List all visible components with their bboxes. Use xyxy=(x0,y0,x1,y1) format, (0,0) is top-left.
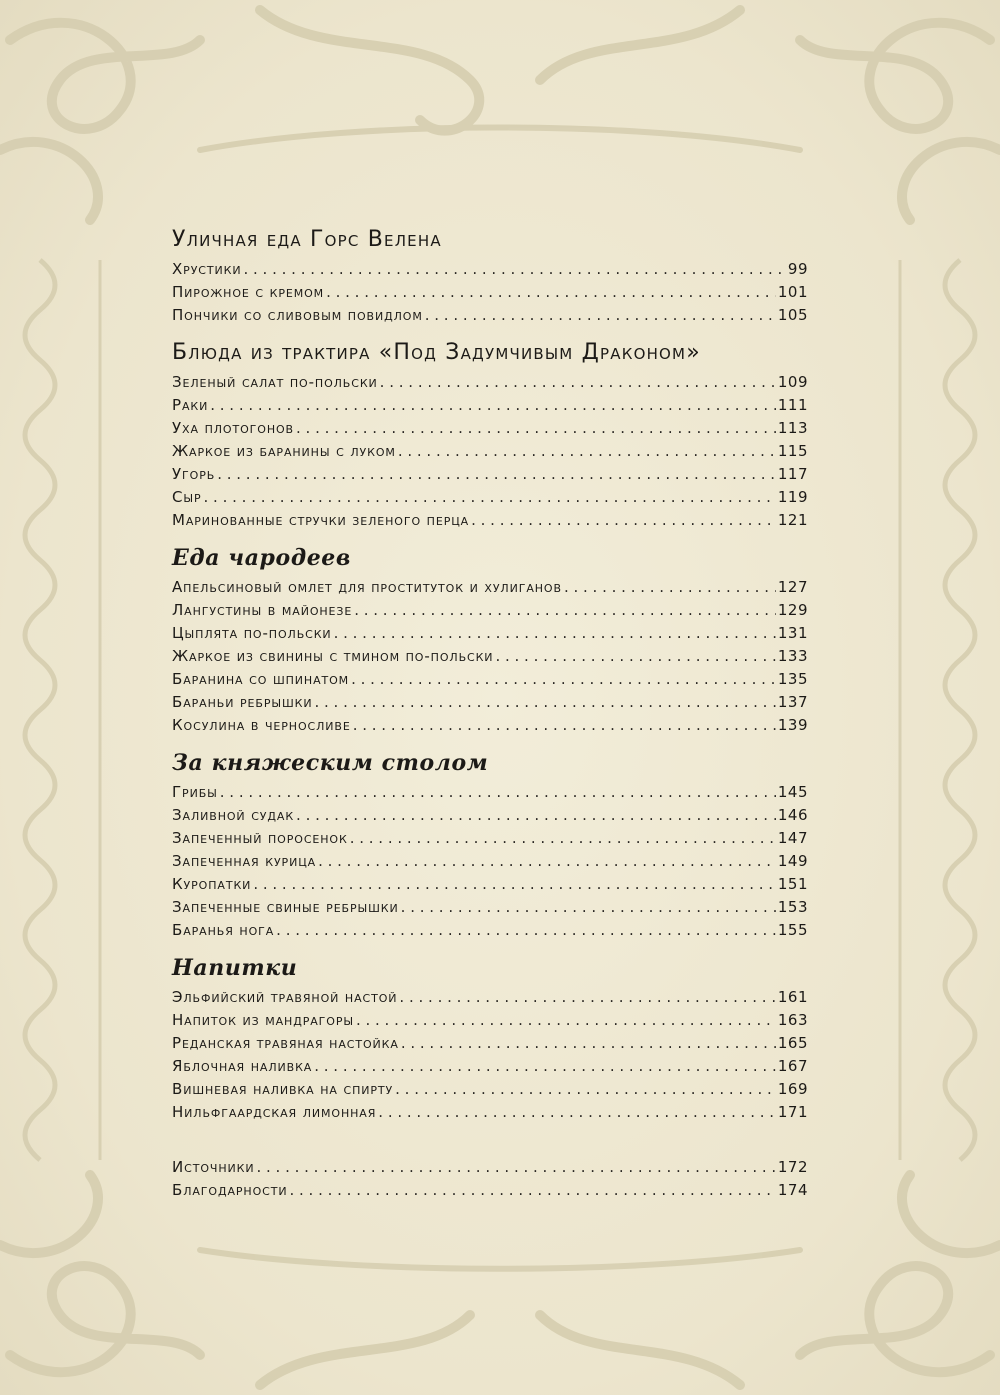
entry-name: Источники xyxy=(172,1158,255,1176)
entry-name: Раки xyxy=(172,396,209,414)
page-number: 155 xyxy=(777,921,808,939)
page-number: 163 xyxy=(777,1011,808,1029)
dot-leader xyxy=(220,781,776,804)
toc-entry[interactable] xyxy=(172,394,808,417)
page-number: 151 xyxy=(777,875,808,893)
entry-list xyxy=(172,986,808,1134)
page-number: 119 xyxy=(777,488,808,506)
dot-leader xyxy=(256,1156,775,1179)
dot-leader xyxy=(564,576,776,599)
section-title: Уличная еда Горс Велена xyxy=(172,227,442,252)
dot-leader xyxy=(351,668,776,691)
entry-name: Баранина со шпинатом xyxy=(172,670,350,688)
page-number: 137 xyxy=(777,693,808,711)
toc-entry[interactable] xyxy=(172,804,808,827)
toc-entry[interactable] xyxy=(172,873,808,896)
page-number: 171 xyxy=(777,1103,808,1121)
entry-name: Лангустины в майонезе xyxy=(172,601,353,619)
toc-entry[interactable] xyxy=(172,576,808,599)
entry-name: Пончики со сливовым повидлом xyxy=(172,306,423,324)
section-title: Блюда из трактира «Под Задумчивым Драконом» xyxy=(172,340,701,365)
entry-name: Благодарности xyxy=(172,1181,288,1199)
dot-leader xyxy=(495,645,775,668)
page-number: 121 xyxy=(777,511,808,529)
toc-entry[interactable] xyxy=(172,1055,808,1078)
page-number: 146 xyxy=(777,806,808,824)
toc-entry[interactable] xyxy=(172,1009,808,1032)
page-number: 99 xyxy=(787,260,808,278)
dot-leader xyxy=(354,599,776,622)
page-number: 153 xyxy=(777,898,808,916)
page-number: 109 xyxy=(777,373,808,391)
toc-entry[interactable] xyxy=(172,1078,808,1101)
section-tavern xyxy=(172,337,808,542)
toc-entry[interactable] xyxy=(172,371,808,394)
toc-entry[interactable] xyxy=(172,440,808,463)
toc-entry[interactable] xyxy=(172,599,808,622)
dot-leader xyxy=(380,371,776,394)
left-braid xyxy=(25,260,55,1160)
dot-leader xyxy=(314,691,775,714)
dot-leader xyxy=(399,986,775,1009)
dot-leader xyxy=(326,281,776,304)
page-number: 135 xyxy=(777,670,808,688)
toc-entry[interactable] xyxy=(172,258,808,281)
section-street-food xyxy=(172,224,808,337)
dot-leader xyxy=(253,873,776,896)
page-number: 145 xyxy=(777,783,808,801)
entry-name: Эльфийский травяной настой xyxy=(172,988,398,1006)
entry-name: Баранья нога xyxy=(172,921,275,939)
entry-name: Цыплята по-польски xyxy=(172,624,332,642)
section-drinks xyxy=(172,952,808,1134)
entry-name: Апельсиновый омлет для проституток и хулиганов xyxy=(172,578,562,596)
page-number: 129 xyxy=(777,601,808,619)
back-matter-list xyxy=(172,1156,808,1212)
toc-entry[interactable] xyxy=(172,1032,808,1055)
dot-leader xyxy=(425,304,776,327)
dot-leader xyxy=(395,1078,776,1101)
page-number: 113 xyxy=(777,419,808,437)
toc-entry-sources[interactable] xyxy=(172,1156,808,1179)
page-number: 169 xyxy=(777,1080,808,1098)
dot-leader xyxy=(243,258,785,281)
toc-entry[interactable] xyxy=(172,668,808,691)
dot-leader xyxy=(210,394,776,417)
toc-entry[interactable] xyxy=(172,850,808,873)
page-number: 139 xyxy=(777,716,808,734)
section-princely-table xyxy=(172,747,808,952)
page-number: 115 xyxy=(777,442,808,460)
page-number: 172 xyxy=(777,1158,808,1176)
toc-entry[interactable] xyxy=(172,827,808,850)
entry-name: Грибы xyxy=(172,783,218,801)
page-number: 167 xyxy=(777,1057,808,1075)
dot-leader xyxy=(217,463,776,486)
dot-leader xyxy=(204,486,776,509)
right-braid xyxy=(945,260,975,1160)
entry-name: Хрустики xyxy=(172,260,242,278)
entry-name: Угорь xyxy=(172,465,216,483)
toc-entry[interactable] xyxy=(172,463,808,486)
entry-name: Яблочная наливка xyxy=(172,1057,313,1075)
dot-leader xyxy=(401,1032,776,1055)
entry-list xyxy=(172,258,808,337)
dot-leader xyxy=(276,919,776,942)
entry-name: Заливной судак xyxy=(172,806,295,824)
dot-leader xyxy=(296,417,776,440)
entry-name: Запеченная курица xyxy=(172,852,317,870)
entry-name: Жаркое из свинины с тмином по-польски xyxy=(172,647,494,665)
entry-name: Реданская травяная настойка xyxy=(172,1034,399,1052)
entry-list xyxy=(172,371,808,542)
entry-list xyxy=(172,781,808,952)
toc-entry[interactable] xyxy=(172,919,808,942)
toc-entry[interactable] xyxy=(172,781,808,804)
entry-name: Нильфгаардская лимонная xyxy=(172,1103,377,1121)
page-number: 127 xyxy=(777,578,808,596)
page-number: 117 xyxy=(777,465,808,483)
entry-name: Пирожное с кремом xyxy=(172,283,325,301)
entry-name: Сыр xyxy=(172,488,202,506)
toc-entry[interactable] xyxy=(172,304,808,327)
dot-leader xyxy=(334,622,776,645)
dot-leader xyxy=(356,1009,776,1032)
page-number: 131 xyxy=(777,624,808,642)
toc-entry[interactable] xyxy=(172,691,808,714)
toc-entry[interactable] xyxy=(172,986,808,1009)
dot-leader xyxy=(378,1101,776,1124)
entry-name: Уха плотогонов xyxy=(172,419,294,437)
page-number: 147 xyxy=(777,829,808,847)
entry-list xyxy=(172,576,808,747)
dot-leader xyxy=(350,827,776,850)
section-title: За княжеским столом xyxy=(172,750,489,776)
toc-entry[interactable] xyxy=(172,896,808,919)
page-number: 133 xyxy=(777,647,808,665)
dot-leader xyxy=(353,714,776,737)
page-number: 149 xyxy=(777,852,808,870)
dot-leader xyxy=(318,850,776,873)
toc-entry[interactable] xyxy=(172,486,808,509)
entry-name: Куропатки xyxy=(172,875,252,893)
top-left-knot xyxy=(10,23,200,129)
entry-name: Бараньи ребрышки xyxy=(172,693,313,711)
toc-entry[interactable] xyxy=(172,509,808,532)
section-title: Еда чародеев xyxy=(172,545,351,571)
page-number: 161 xyxy=(777,988,808,1006)
entry-name: Косулина в черносливе xyxy=(172,716,351,734)
toc-entry[interactable] xyxy=(172,645,808,668)
toc-entry[interactable] xyxy=(172,1101,808,1124)
entry-name: Запеченные свиные ребрышки xyxy=(172,898,399,916)
table-of-contents xyxy=(172,224,808,1212)
page-number: 165 xyxy=(777,1034,808,1052)
entry-name: Напиток из мандрагоры xyxy=(172,1011,354,1029)
entry-name: Вишневая наливка на спирту xyxy=(172,1080,394,1098)
top-right-knot xyxy=(800,23,990,129)
page-number: 111 xyxy=(777,396,808,414)
section-title: Напитки xyxy=(172,955,298,981)
dot-leader xyxy=(314,1055,776,1078)
toc-entry[interactable] xyxy=(172,714,808,737)
entry-name: Маринованные стручки зеленого перца xyxy=(172,511,470,529)
toc-entry[interactable] xyxy=(172,417,808,440)
section-sorcerers xyxy=(172,542,808,747)
dot-leader xyxy=(401,896,776,919)
page-number: 105 xyxy=(777,306,808,324)
bottom-right-knot xyxy=(800,1266,990,1372)
bottom-left-knot xyxy=(10,1266,200,1372)
page-number: 101 xyxy=(777,283,808,301)
toc-entry-acknowledgements[interactable] xyxy=(172,1179,808,1202)
entry-name: Запеченный поросенок xyxy=(172,829,348,847)
dot-leader xyxy=(471,509,776,532)
toc-entry[interactable] xyxy=(172,281,808,304)
dot-leader xyxy=(289,1179,775,1202)
toc-entry[interactable] xyxy=(172,622,808,645)
entry-name: Зеленый салат по-польски xyxy=(172,373,378,391)
dot-leader xyxy=(296,804,776,827)
dot-leader xyxy=(398,440,776,463)
entry-name: Жаркое из баранины с луком xyxy=(172,442,396,460)
page-number: 174 xyxy=(777,1181,808,1199)
